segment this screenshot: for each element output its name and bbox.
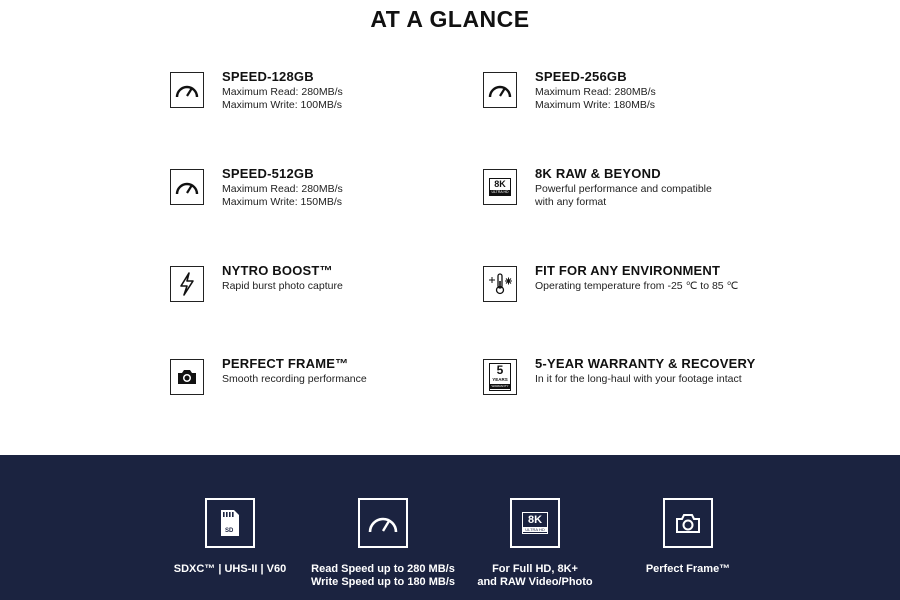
feature-title: SPEED-128GB: [222, 69, 314, 84]
feature-title: PERFECT FRAME™: [222, 356, 349, 371]
feature-nytro-boost: [170, 263, 470, 326]
feature-title: 8K RAW & BEYOND: [535, 166, 661, 181]
feature-line: Maximum Write: 150MB/s: [222, 196, 342, 208]
speedometer-icon: [170, 72, 204, 108]
feature-line: Maximum Write: 180MB/s: [535, 99, 655, 111]
warranty-5-years-icon: [483, 359, 517, 395]
camera-icon: [663, 498, 713, 548]
feature-speed-512gb: [170, 166, 470, 229]
feature-line: Rapid burst photo capture: [222, 280, 343, 292]
page-title: AT A GLANCE: [370, 6, 530, 32]
badge-ultra-hd-text: ULTRA HD: [523, 527, 547, 532]
feature-line: with any format: [535, 196, 607, 208]
camera-icon: [170, 359, 204, 395]
band-label: SDXC™ | UHS-II | V60: [173, 563, 287, 575]
sd-logo-text: SD: [225, 528, 234, 534]
feature-8k-raw: [483, 166, 783, 229]
badge-warranty: WARRANTY: [491, 384, 509, 388]
8k-ultra-hd-icon: [510, 498, 560, 548]
lightning-bolt-icon: [170, 266, 204, 302]
band-item-speed: [303, 498, 463, 589]
badge-8k-text: 8K: [527, 514, 543, 526]
feature-speed-128gb: [170, 69, 470, 132]
feature-line: Maximum Read: 280MB/s: [535, 86, 656, 98]
feature-speed-256gb: [483, 69, 783, 132]
badge-years: YEARS: [492, 377, 508, 382]
feature-title: SPEED-256GB: [535, 69, 627, 84]
band-label: Perfect Frame™: [645, 563, 731, 575]
speedometer-icon: [358, 498, 408, 548]
feature-warranty: [483, 356, 783, 419]
band-label: Read Speed up to 280 MB/s Write Speed up to 180 MB/s: [310, 563, 456, 588]
badge-number: 5: [496, 363, 504, 377]
badge-ultra-hd-text: ULTRA HD: [491, 190, 509, 194]
feature-environment: [483, 263, 783, 326]
feature-line: Powerful performance and compatible: [535, 183, 712, 195]
band-item-sdxc: [150, 498, 310, 576]
8k-ultra-hd-icon: [483, 169, 517, 205]
feature-line: Maximum Write: 100MB/s: [222, 99, 342, 111]
speedometer-icon: [170, 169, 204, 205]
badge-8k-text: 8K: [494, 179, 506, 189]
feature-line: In it for the long-haul with your footage intact: [535, 373, 742, 385]
feature-line: Smooth recording performance: [222, 373, 367, 385]
feature-title: FIT FOR ANY ENVIRONMENT: [535, 263, 721, 278]
feature-perfect-frame: [170, 356, 470, 419]
sd-card-icon: [205, 498, 255, 548]
band-item-perfect-frame: [608, 498, 768, 576]
feature-title: 5-YEAR WARRANTY & RECOVERY: [535, 356, 756, 371]
thermometer-snowflake-icon: [483, 266, 517, 302]
band-label: For Full HD, 8K+ and RAW Video/Photo: [477, 563, 593, 588]
band-item-8k: [455, 498, 615, 589]
feature-line: Maximum Read: 280MB/s: [222, 183, 343, 195]
feature-line: Operating temperature from -25 ℃ to 85 ℃: [535, 280, 739, 292]
feature-line: Maximum Read: 280MB/s: [222, 86, 343, 98]
feature-title: NYTRO BOOST™: [222, 263, 333, 278]
speedometer-icon: [483, 72, 517, 108]
highlights-band: [0, 455, 900, 600]
feature-title: SPEED-512GB: [222, 166, 314, 181]
